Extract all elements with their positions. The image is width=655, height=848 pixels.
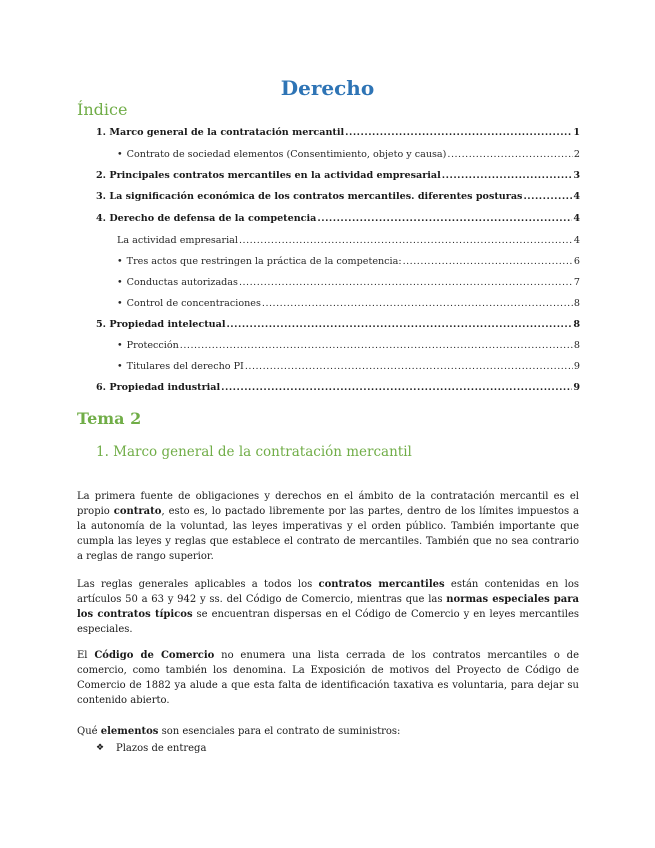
toc-entry-text: Tres actos que restringen la práctica de la competencia:	[126, 256, 402, 267]
toc-entry-text: La actividad empresarial	[117, 235, 238, 246]
toc-entry[interactable]	[96, 381, 580, 394]
toc-entry-text: Control de concentraciones	[126, 298, 261, 309]
toc-entry[interactable]	[117, 255, 580, 268]
toc-leader	[317, 212, 572, 225]
toc-entry[interactable]	[117, 339, 580, 352]
bold-term: Código de Comercio	[94, 650, 215, 661]
toc-entry-page: 8	[573, 340, 580, 351]
toc-heading: Índice	[77, 100, 128, 119]
toc-entry-page: 7	[573, 277, 580, 288]
toc-entry-text: Contrato de sociedad elementos (Consentimiento, objeto y causa)	[126, 149, 447, 160]
paragraph-3	[77, 648, 579, 708]
toc-entry-text: 4. Derecho de defensa de la competencia	[96, 213, 317, 224]
toc-bullet: •	[117, 298, 123, 309]
toc-entry-text: 5. Propiedad intelectual	[96, 319, 226, 330]
toc-entry[interactable]	[96, 169, 580, 182]
toc-entry-page: 8	[573, 319, 580, 330]
toc-entry-page: 2	[573, 149, 580, 160]
toc-entry[interactable]	[96, 318, 580, 331]
toc-leader	[239, 234, 573, 247]
toc-entry-text: 6. Propiedad industrial	[96, 382, 221, 393]
toc-entry-page: 4	[573, 235, 580, 246]
toc-leader	[442, 169, 573, 182]
toc-leader	[262, 297, 573, 310]
toc-entry-text: 1. Marco general de la contratación mercantil	[96, 127, 345, 138]
toc-entry[interactable]	[96, 212, 580, 225]
toc-entry[interactable]	[117, 360, 580, 373]
section-heading: 1. Marco general de la contratación mercantil	[96, 444, 412, 460]
bold-term: normas especiales para los contratos típicos	[77, 594, 580, 620]
toc-entry[interactable]	[96, 190, 580, 203]
toc-entry[interactable]	[117, 148, 580, 161]
toc-bullet: •	[117, 361, 123, 372]
toc-bullet: •	[117, 149, 123, 160]
toc-leader	[245, 360, 573, 373]
diamond-bullet-icon: ❖	[96, 743, 105, 753]
paragraph-4	[77, 724, 579, 739]
toc-entry-page: 9	[573, 382, 580, 393]
toc-entry-page: 1	[573, 127, 580, 138]
bold-term: contratos mercantiles	[318, 579, 445, 590]
toc-leader	[403, 255, 573, 268]
paragraph-text: Qué	[77, 726, 101, 737]
toc-entry-text: 3. La significación económica de los contratos mercantiles. diferentes posturas	[96, 191, 523, 202]
toc-leader	[226, 318, 572, 331]
toc-bullet: •	[117, 277, 123, 288]
tema-heading: Tema 2	[77, 409, 142, 428]
toc-leader	[447, 148, 572, 161]
toc-leader	[221, 381, 572, 394]
paragraph-text: se encuentran dispersas en el Código de Comercio y en leyes mercantiles especiales.	[77, 609, 579, 635]
paragraph-text: , esto es, lo pactado libremente por las partes, dentro de los límites impuestos a la autonomía de la voluntad, las leyes imperativas y el orden público. También importante que cumpla las leyes y reglas que establece el contrato de mercantiles. También que no sea contrario a reglas de rango superior.	[77, 506, 579, 562]
toc-entry-page: 9	[573, 361, 580, 372]
toc-entry-page: 4	[573, 213, 580, 224]
bullet-list-item	[96, 741, 206, 756]
toc-leader	[523, 190, 572, 203]
toc-entry-page: 3	[573, 170, 580, 181]
paragraph-text: están contenidas en los artículos 50 a 63 y 942 y ss. del Código de Comercio, mientras que las	[77, 579, 579, 605]
toc-entry[interactable]	[117, 234, 580, 247]
toc-entry-page: 8	[573, 298, 580, 309]
paragraph-2	[77, 577, 579, 637]
paragraph-text: Las reglas generales aplicables a todos los	[77, 579, 319, 590]
toc-leader	[345, 126, 572, 139]
bold-term: elementos	[100, 726, 159, 737]
toc-leader	[239, 276, 573, 289]
toc-entry[interactable]	[96, 126, 580, 139]
toc-entry-text: Titulares del derecho PI	[126, 361, 244, 372]
toc-leader	[180, 339, 573, 352]
bullet-item-text: Plazos de entrega	[116, 743, 207, 754]
paragraph-text: no enumera una lista cerrada de los contratos mercantiles o de comercio, como también los denomina. La Exposición de motivos del Proyecto de Código de Comercio de 1882 ya alude a que esta falta de identificación taxativa es voluntaria, para dejar su contenido abierto.	[77, 650, 579, 706]
document-title: Derecho	[280, 76, 375, 100]
paragraph-text: El	[77, 650, 95, 661]
toc-entry-text: Conductas autorizadas	[126, 277, 238, 288]
bold-term: contrato	[113, 506, 162, 517]
toc-bullet: •	[117, 340, 123, 351]
toc-entry-page: 6	[573, 256, 580, 267]
toc-entry[interactable]	[117, 297, 580, 310]
toc-entry-page: 4	[573, 191, 580, 202]
paragraph-1	[77, 489, 579, 564]
paragraph-text: son esenciales para el contrato de suministros:	[158, 726, 401, 737]
paragraph-text: La primera fuente de obligaciones y derechos en el ámbito de la contratación mercantil es el propio	[77, 491, 579, 517]
toc-bullet: •	[117, 256, 123, 267]
toc-entry[interactable]	[117, 276, 580, 289]
toc-entry-text: Protección	[126, 340, 179, 351]
toc-entry-text: 2. Principales contratos mercantiles en la actividad empresarial	[96, 170, 441, 181]
